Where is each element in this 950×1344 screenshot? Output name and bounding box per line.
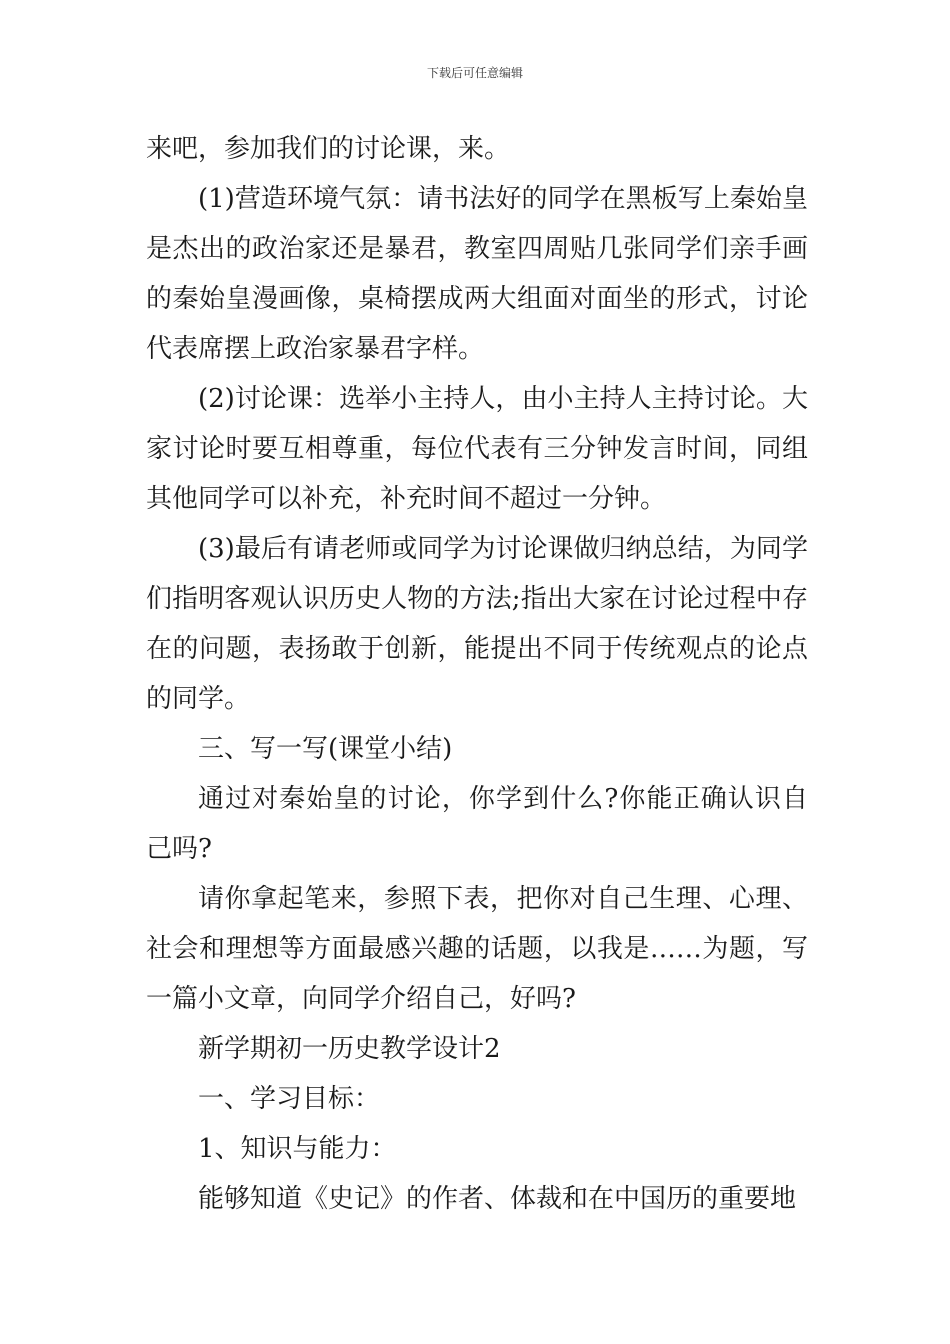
section-heading: 一、学习目标：	[198, 1084, 381, 1114]
paragraph: 来吧，参加我们的讨论课，来。	[146, 134, 511, 164]
page-header-note: 下载后可任意编辑	[426, 66, 523, 80]
paragraph: (3)最后有请老师或同学为讨论课做归纳总结，为同学们指明客观认识历史人物的方法;指出大家在讨论过程中存在的问题，表扬敢于创新，能提出不同于传统观点的论点的同学。	[146, 534, 808, 714]
document-title: 新学期初一历史教学设计2	[198, 1034, 501, 1064]
paragraph: (1)营造环境气氛：请书法好的同学在黑板写上秦始皇是杰出的政治家还是暴君，教室四周贴几张同学们亲手画的秦始皇漫画像，桌椅摆成两大组面对面坐的形式，讨论代表席摆上政治家暴君字样。	[146, 184, 808, 364]
document-body	[146, 124, 808, 1224]
subsection-heading: 1、知识与能力：	[198, 1134, 397, 1164]
paragraph: (2)讨论课：选举小主持人，由小主持人主持讨论。大家讨论时要互相尊重，每位代表有三分钟发言时间，同组其他同学可以补充，补充时间不超过一分钟。	[146, 384, 808, 514]
paragraph: 通过对秦始皇的讨论，你学到什么?你能正确认识自己吗?	[146, 784, 808, 864]
paragraph: 请你拿起笔来，参照下表，把你对自己生理、心理、社会和理想等方面最感兴趣的话题，以我是……为题，写一篇小文章，向同学介绍自己，好吗?	[146, 884, 808, 1014]
paragraph: 能够知道《史记》的作者、体裁和在中国历的重要地	[198, 1184, 797, 1214]
section-heading: 三、写一写(课堂小结)	[198, 734, 453, 764]
